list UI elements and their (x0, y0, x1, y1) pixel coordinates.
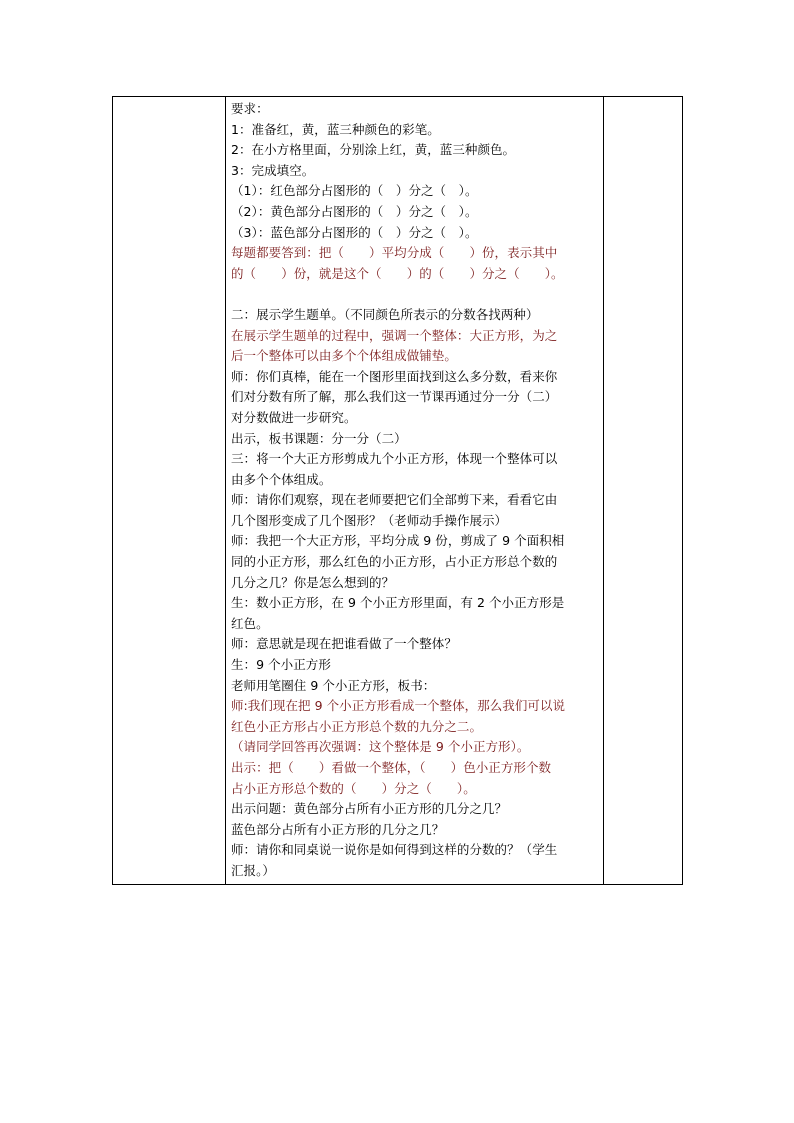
text-line: 几个图形变成了几个图形？（老师动手操作展示） (231, 512, 508, 528)
text-line: 出示问题：黄色部分占所有小正方形的几分之几？ (231, 801, 508, 817)
text-line: 3：完成填空。 (231, 162, 315, 178)
blank-line (231, 284, 599, 305)
lesson-content (226, 97, 603, 884)
text-line: 师:我们现在把 9 个小正方形看成一个整体，那么我们可以说 (231, 698, 566, 714)
text-line: （2）：黄色部分占图形的（ ）分之（ ）。 (231, 203, 478, 219)
text-line: 在展示学生题单的过程中，强调一个整体：大正方形，为之 (231, 327, 558, 343)
text-line: 老师用笔圈住 9 个小正方形，板书： (231, 677, 436, 693)
text-line: 占小正方形总个数的（ ）分之（ ）。 (231, 780, 476, 796)
text-line: 师：你们真棒，能在一个图形里面找到这么多分数，看来你 (231, 368, 558, 384)
text-line: 三：将一个大正方形剪成九个小正方形，体现一个整体可以 (231, 451, 558, 467)
text-line: （3）：蓝色部分占图形的（ ）分之（ ）。 (231, 224, 478, 240)
text-line: 生：数小正方形，在 9 个小正方形里面，有 2 个小正方形是 (231, 595, 565, 611)
text-line: 1：准备红，黄，蓝三种颜色的彩笔。 (231, 121, 440, 137)
lesson-table (112, 96, 683, 885)
text-line: 要求： (231, 101, 269, 116)
left-empty-cell (113, 97, 226, 885)
text-line: 的（ ）份，就是这个（ ）的（ ）分之（ ）。 (231, 265, 564, 281)
text-line: 出示，板书课题：分一分（二） (231, 430, 407, 446)
content-cell (226, 97, 604, 885)
text-line: 对分数做进一步研究。 (231, 409, 357, 425)
table-row (113, 97, 683, 885)
text-line: 生：9 个小正方形 (231, 657, 331, 673)
text-line: 由多个个体组成。 (231, 471, 332, 487)
text-line: （请同学回答再次强调：这个整体是 9 个小正方形）。 (231, 739, 530, 755)
text-line: 同的小正方形，那么红色的小正方形，占小正方形总个数的 (231, 554, 558, 570)
text-line: 汇报。） (231, 862, 275, 878)
text-line: 几分之几？你是怎么想到的？ (231, 574, 395, 590)
right-empty-cell (604, 97, 683, 885)
text-line: 2：在小方格里面，分别涂上红，黄，蓝三种颜色。 (231, 142, 516, 158)
text-line: 师：意思就是现在把谁看做了一个整体？ (231, 636, 457, 652)
text-line: 师：请你和同桌说一说你是如何得到这样的分数的？（学生 (231, 842, 558, 858)
text-line: 师：我把一个大正方形，平均分成 9 份，剪成了 9 个面积相 (231, 533, 565, 549)
text-line: 红色。 (231, 615, 269, 631)
text-line: 蓝色部分占所有小正方形的几分之几？ (231, 821, 445, 837)
text-line: 出示：把（ ）看做一个整体，（ ）色小正方形个数 (231, 760, 552, 775)
text-line: （1）：红色部分占图形的（ ）分之（ ）。 (231, 183, 478, 199)
text-line: 们对分数有所了解，那么我们这一节课再通过分一分（二） (231, 389, 558, 405)
text-line: 后一个整体可以由多个个体组成做铺垫。 (231, 348, 457, 364)
text-line: 红色小正方形占小正方形总个数的九分之二。 (231, 718, 483, 734)
text-line: 每题都要答到：把（ ）平均分成（ ）份，表示其中 (231, 245, 558, 261)
text-line: 二：展示学生题单。（不同颜色所表示的分数各找两种） (231, 306, 539, 322)
text-line: 师：请你们观察，现在老师要把它们全部剪下来，看看它由 (231, 492, 558, 508)
